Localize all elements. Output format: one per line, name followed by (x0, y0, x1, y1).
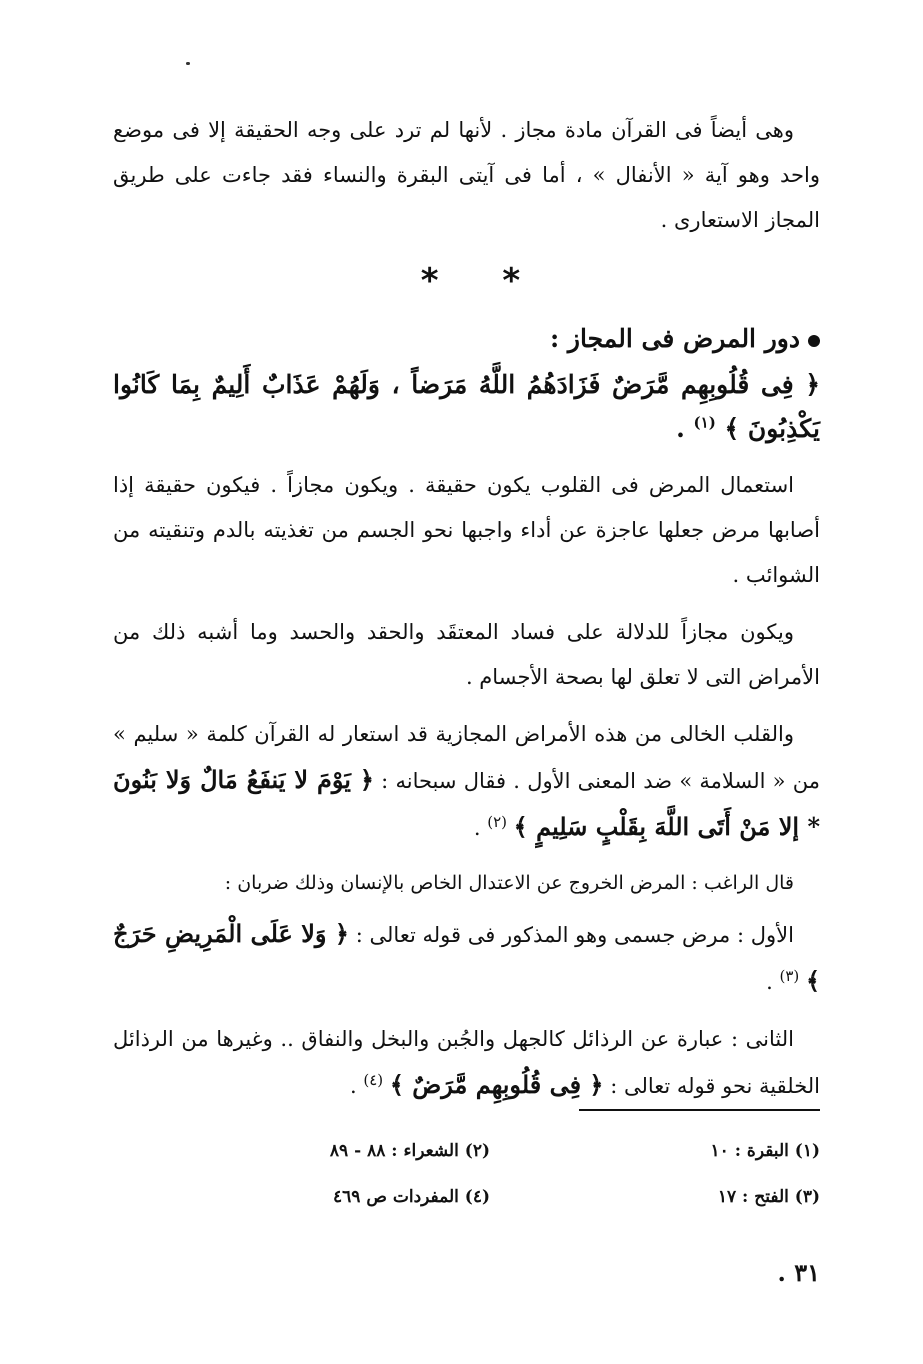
footnotes (113, 1128, 820, 1220)
paragraph-second-type (113, 1017, 820, 1109)
footnote-ref-2: (٢) (487, 813, 507, 831)
paragraph-heart-illness: استعمال المرض فى القلوب يكون حقيقة . ويكون مجازاً . فيكون حقيقة إذا أصابها مرض جعلها عاجزة عن أداء واجبها نحو الجسم من تغذيته بالدم وتنقيته من الشوائب . (113, 473, 820, 587)
page-number: ٣١ . (777, 1258, 820, 1287)
footnote-1: (١) البقرة : ١٠ (710, 1141, 820, 1161)
footnote-ref-1: (١) (693, 413, 716, 432)
quran-verse-baqarah (113, 363, 820, 451)
page-body (113, 108, 820, 1121)
footnote-ref-4: (٤) (363, 1071, 384, 1089)
quran-verse-baqarah-short: ﴿ فِى قُلُوبِهِم مَّرَضٌ ﴾ (389, 1070, 604, 1099)
quran-verse-fath: ﴿ وَلا عَلَى الْمَرِيضِ حَرَجٌ ﴾ (113, 919, 820, 995)
footnote-2: (٢) الشعراء : ٨٨ - ٨٩ (329, 1141, 490, 1161)
section-heading (113, 319, 820, 359)
footnote-divider (579, 1109, 820, 1111)
paragraph-salim-text: والقلب الخالى من هذه الأمراض المجازية قد استعار له القرآن كلمة « سليم » من « السلامة » ضد المعنى الأول . فقال سبحانه : (113, 722, 821, 793)
separator-star: * (420, 261, 439, 301)
ink-speck (186, 62, 190, 65)
footnote-ref-3: (٣) (779, 967, 800, 985)
paragraph-second-type-text: الثانى : عبارة عن الرذائل كالجهل والجُبن والبخل والنفاق .. وغيرها من الرذائل الخلقية نحو قوله تعالى : (113, 1027, 820, 1098)
footnote-3: (٣) الفتح : ١٧ (717, 1187, 820, 1207)
paragraph-majaz-intro: وهى أيضاً فى القرآن مادة مجاز . لأنها لم ترد على وجه الحقيقة إلا فى موضع واحد وهو آية « الأنفال » ، أما فى آيتى البقرة والنساء فقد جاءت على طريق المجاز الاستعارى . (113, 118, 820, 232)
bullet-icon (808, 335, 820, 347)
paragraph-raghib: قال الراغب : المرض الخروج عن الاعتدال الخاص بالإنسان وذلك ضربان : (224, 872, 794, 894)
footnote-row (113, 1174, 820, 1220)
footnote-row (113, 1128, 820, 1174)
verse-end-dot: . (676, 414, 685, 443)
section-heading-text: دور المرض فى المجاز : (550, 324, 800, 353)
section-separator (113, 253, 820, 315)
verse-end-dot: . (766, 970, 773, 994)
paragraph-first-type-text: الأول : مرض جسمى وهو المذكور فى قوله تعالى : (355, 923, 794, 947)
quran-verse-text: ﴿ فِى قُلُوبِهِم مَّرَضٌ فَزَادَهُمُ اللَّهُ مَرَضاً ، وَلَهُمْ عَذَابٌ أَلِيمٌ بِمَا كَانُوا يَكْذِبُونَ ﴾ (113, 370, 820, 443)
footnote-4: (٤) المفردات ص ٤٦٩ (333, 1187, 490, 1207)
verse-end-dot: . (473, 816, 481, 840)
paragraph-metaphor: ويكون مجازاً للدلالة على فساد المعتقَد والحقد والحسد وما أشبه ذلك من الأمراض التى لا تعلق لها بصحة الأجسام . (113, 620, 820, 689)
separator-star: * (502, 261, 521, 301)
paragraph-salim (113, 712, 820, 851)
paragraph-first-type (113, 911, 820, 1005)
verse-end-dot: . (349, 1074, 357, 1098)
quran-verse-shuara: ﴿ يَوْمَ لا يَنفَعُ مَالٌ وَلا بَنُونَ * إلا مَنْ أَتَى اللَّهَ بِقَلْبٍ سَلِيمٍ ﴾ (113, 765, 820, 841)
